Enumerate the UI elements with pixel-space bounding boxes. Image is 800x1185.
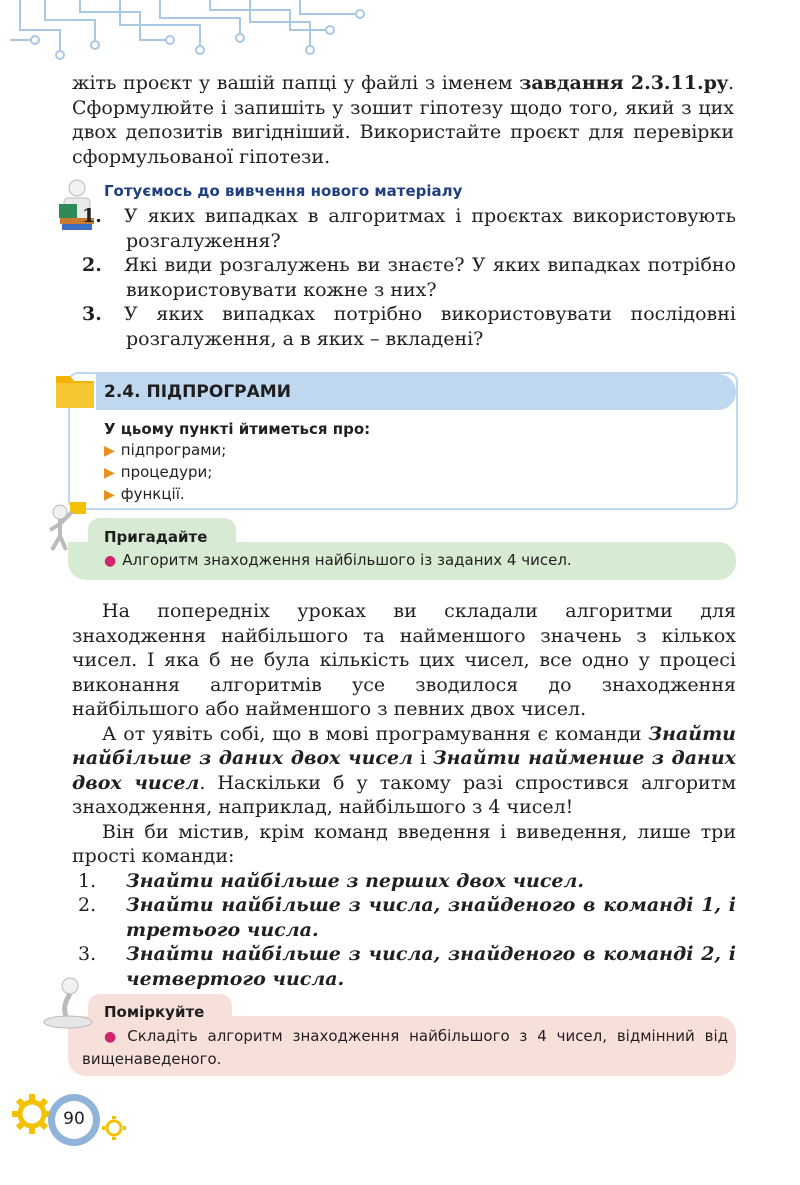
remember-text: Алгоритм знаходження найбільшого із заданих 4 чисел. <box>122 551 572 569</box>
body-paragraph-3: Він би містив, крім команд введення і виведення, лише три прості команди: <box>72 820 736 867</box>
step-item: 3. Знайти найбільше з числа, знайденого в команді 2, і четвертого числа. <box>78 943 736 990</box>
prepare-questions <box>82 204 736 351</box>
question-item: 1. У яких випадках в алгоритмах і проєктах використовують розгалуження? <box>82 205 736 252</box>
body-paragraph-2: А от уявіть собі, що в мові програмування є команди Знайти найбільше з даних двох чисел і Знайти найменше з даних двох чисел. Наскільки б у такому разі спростився алгоритм знаходження, наприклад, найбільшого з 4 чисел! <box>72 722 736 818</box>
section-list-item: ▶ функції. <box>104 485 185 503</box>
think-text: Складіть алгоритм знаходження найбільшого з 4 чисел, відмінний від вищенаведеного. <box>82 1027 728 1068</box>
intro-paragraph: жіть проєкт у вашій папці у файлі з іменем завдання 2.3.11.py. Сформулюйте і запишіть у зошит гіпотезу щодо того, який з цих двох депозитів вигідніший. Використайте проєкт для перевірки сформульованої гіпотези. <box>72 72 734 168</box>
think-text-row: ● Складіть алгоритм знаходження найбільшого з 4 чисел, відмінний від вищенаведеного. <box>82 1027 728 1068</box>
question-item: 3. У яких випадках потрібно використовувати послідовні розгалуження, а в яких – вкладені? <box>82 303 736 350</box>
remember-label: Пригадайте <box>104 528 208 546</box>
section-list <box>104 440 226 506</box>
body-paragraph-1: На попередніх уроках ви складали алгоритми для знаходження найбільшого та найменшого значень з кількох чисел. І яка б не була кількість цих чисел, все одно у процесі виконання алгоритмів усе зводилося до знаходження найбільшого або найменшого з певних двох чисел. <box>72 600 736 720</box>
step-item: 2. Знайти найбільше з числа, знайденого в команді 1, і третього числа. <box>78 894 736 941</box>
section-intro: У цьому пункті йтиметься про: <box>104 420 371 438</box>
folder-icon <box>54 370 96 410</box>
question-item: 2. Які види розгалужень ви знаєте? У яких випадках потрібно використовувати кожне з них? <box>82 254 736 301</box>
body-text <box>72 599 736 991</box>
thinking-figure-icon <box>40 976 96 1030</box>
section-title: 2.4. ПІДПРОГРАМИ <box>104 382 291 402</box>
section-list-item: ▶ підпрограми; <box>104 441 227 459</box>
figure-with-sign-icon <box>44 500 90 552</box>
steps-list <box>72 869 736 992</box>
think-label: Поміркуйте <box>104 1003 205 1021</box>
prepare-title: Готуємось до вивчення нового матеріалу <box>104 182 463 200</box>
circuit-decoration <box>0 0 380 62</box>
page-number: 90 <box>63 1109 85 1129</box>
step-item: 1. Знайти найбільше з перших двох чисел. <box>78 869 585 892</box>
section-list-item: ▶ процедури; <box>104 463 213 481</box>
remember-text-row: ● Алгоритм знаходження найбільшого із заданих 4 чисел. <box>104 551 572 569</box>
